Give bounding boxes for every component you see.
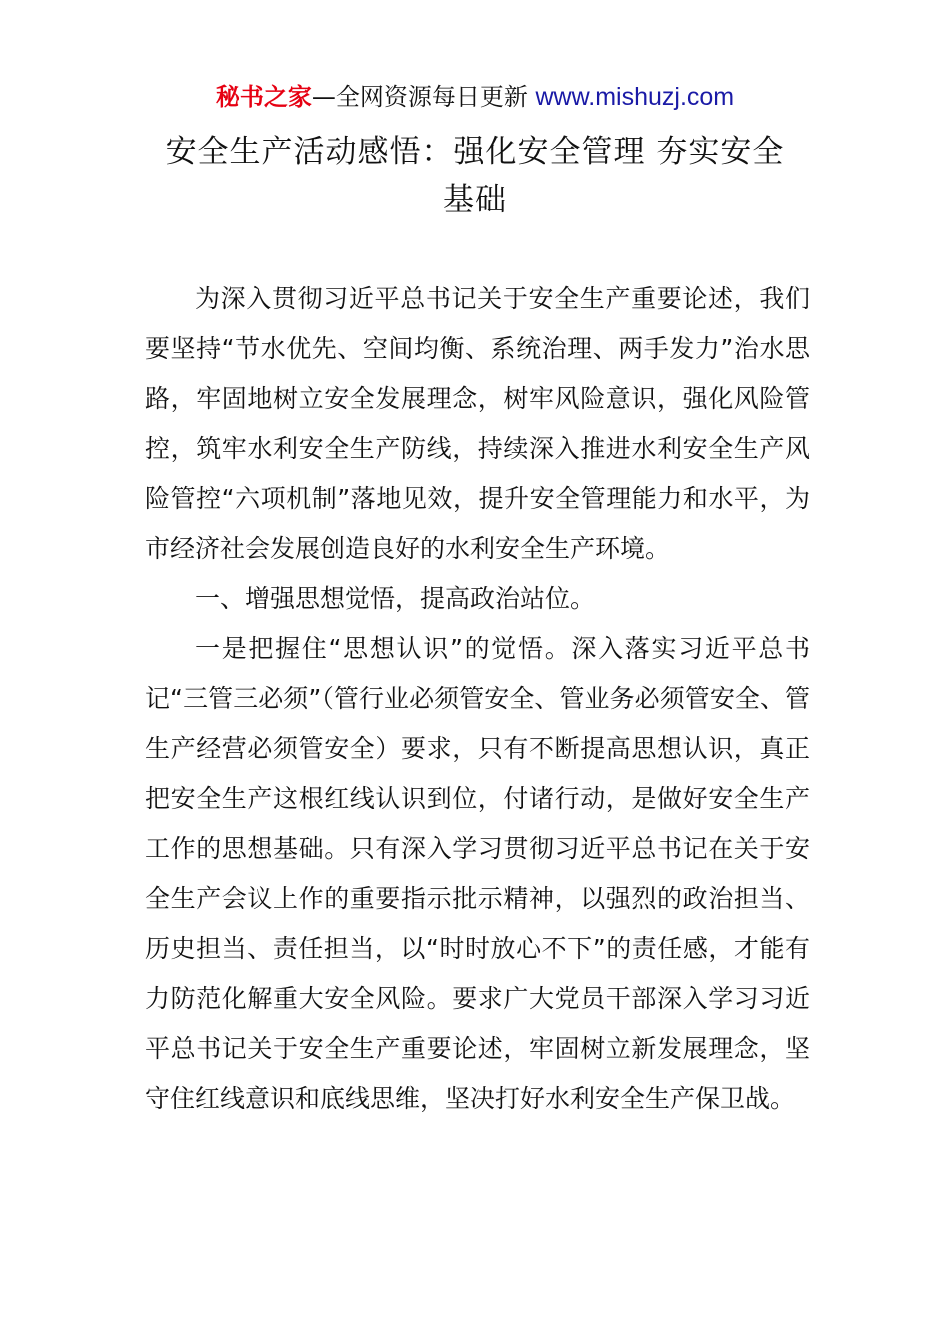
document-body xyxy=(145,274,810,1124)
site-header xyxy=(0,80,950,114)
header-tagline: —全网资源每日更新 xyxy=(311,83,528,111)
intro-paragraph: 为深入贯彻习近平总书记关于安全生产重要论述，我们要坚持“节水优先、空间均衡、系统治理、两手发力”治水思路，牢固地树立安全发展理念，树牢风险意识，强化风险管控，筑牢水利安全生产防线，持续深入推进水利安全生产风险管控“六项机制”落地见效，提升安全管理能力和水平，为市经济社会发展创造良好的水利安全生产环境。 xyxy=(145,284,810,563)
site-url-link[interactable]: www.mishuzj.com xyxy=(535,83,735,111)
brand-name: 秘书之家 xyxy=(215,83,312,111)
point-paragraph: 一是把握住“思想认识”的觉悟。深入落实习近平总书记“三管三必须”（管行业必须管安全、管业务必须管安全、管生产经营必须管安全）要求，只有不断提高思想认识，真正把安全生产这根红线认识到位，付诸行动，是做好安全生产工作的思想基础。只有深入学习贯彻习近平总书记在关于安全生产会议上作的重要指示批示精神，以强烈的政治担当、历史担当、责任担当，以“时时放心不下”的责任感，才能有力防范化解重大安全风险。要求广大党员干部深入学习习近平总书记关于安全生产重要论述，牢固树立新发展理念，坚守住红线意识和底线思维，坚决打好水利安全生产保卫战。 xyxy=(145,634,810,1113)
title-line-1: 安全生产活动感悟：强化安全管理 夯实安全 xyxy=(165,134,785,170)
title-line-2: 基础 xyxy=(443,182,507,218)
document-title xyxy=(145,128,805,224)
section-heading: 一、增强思想觉悟，提高政治站位。 xyxy=(195,584,596,613)
